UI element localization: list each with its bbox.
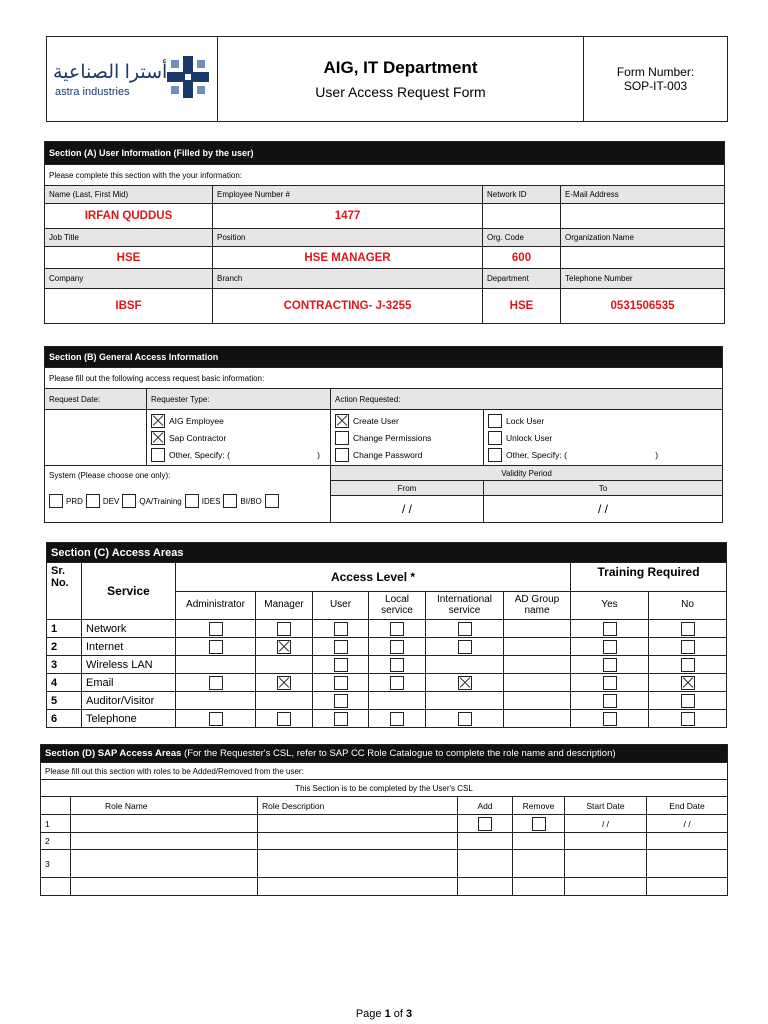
section-d-csl-note: This Section is to be completed by the User's CSL <box>41 780 728 797</box>
logo-cross-icon <box>165 54 211 100</box>
section-d-title-rest: (For the Requester's CSL, refer to SAP CC Role Catalogue to complete the role name and description) <box>181 748 616 759</box>
aig-employee-label: AIG Employee <box>169 415 224 426</box>
requester-type-options <box>147 410 331 466</box>
job-title-field[interactable]: HSE <box>45 247 213 269</box>
access-row-number: 1 <box>47 620 82 638</box>
training-yes-checkbox[interactable] <box>603 676 617 690</box>
access-cell-ad-group <box>504 674 571 692</box>
access-row-service: Internet <box>82 638 176 656</box>
access-cell-local-service <box>369 692 426 710</box>
action-options-2 <box>484 410 723 466</box>
section-b-title: Section (B) General Access Information <box>45 347 723 368</box>
access-row-number: 4 <box>47 674 82 692</box>
training-no-checkbox[interactable] <box>681 640 695 654</box>
training-no-checkbox[interactable] <box>681 676 695 690</box>
aig-employee-checkbox[interactable] <box>151 414 165 428</box>
access-cell-training-yes <box>571 710 649 728</box>
ides-checkbox[interactable] <box>185 494 199 508</box>
user-checkbox[interactable] <box>334 622 348 636</box>
user-checkbox[interactable] <box>334 658 348 672</box>
user-checkbox[interactable] <box>334 712 348 726</box>
to-date-field[interactable]: / / <box>484 496 723 523</box>
access-row-number: 5 <box>47 692 82 710</box>
system-cell <box>45 466 331 523</box>
sr-no-header: Sr. No. <box>47 563 82 620</box>
col-user: User <box>313 592 369 620</box>
org-code-label: Org. Code <box>483 229 561 247</box>
manager-checkbox[interactable] <box>277 640 291 654</box>
international-service-checkbox[interactable] <box>458 622 472 636</box>
training-yes-checkbox[interactable] <box>603 640 617 654</box>
user-checkbox[interactable] <box>334 676 348 690</box>
form-number-cell <box>584 37 728 122</box>
user-checkbox[interactable] <box>334 640 348 654</box>
access-cell-international-service <box>426 710 504 728</box>
local-service-checkbox[interactable] <box>390 640 404 654</box>
access-row <box>47 638 727 656</box>
administrator-checkbox[interactable] <box>209 622 223 636</box>
access-row <box>47 620 727 638</box>
section-b-instruction: Please fill out the following access request basic information: <box>45 368 723 389</box>
role-description-field[interactable] <box>258 878 458 896</box>
access-cell-administrator <box>176 692 256 710</box>
page-total: 3 <box>406 1008 413 1020</box>
section-a-title: Section (A) User Information (Filled by the user) <box>45 142 725 165</box>
access-cell-ad-group <box>504 692 571 710</box>
department-label: Department <box>483 269 561 289</box>
section-c <box>46 542 727 728</box>
network-id-label: Network ID <box>483 186 561 204</box>
access-cell-ad-group <box>504 656 571 674</box>
form-number: SOP-IT-003 <box>623 79 688 93</box>
administrator-checkbox[interactable] <box>209 676 223 690</box>
position-field[interactable]: HSE MANAGER <box>213 247 483 269</box>
col-manager: Manager <box>256 592 313 620</box>
unlock-user-checkbox[interactable] <box>488 431 502 445</box>
training-yes-checkbox[interactable] <box>603 694 617 708</box>
change-password-checkbox[interactable] <box>335 448 349 462</box>
bibo-label: BI/BO <box>240 496 262 506</box>
requester-other-label: Other, Specify: ( <box>169 449 230 460</box>
remove-header: Remove <box>513 797 565 815</box>
to-label: To <box>484 481 723 496</box>
requester-type-label: Requester Type: <box>147 389 331 410</box>
service-header: Service <box>82 563 176 620</box>
access-cell-training-yes <box>571 674 649 692</box>
org-name-label: Organization Name <box>561 229 725 247</box>
access-cell-local-service <box>369 620 426 638</box>
manager-checkbox[interactable] <box>277 712 291 726</box>
access-cell-international-service <box>426 620 504 638</box>
qa-training-label: QA/Training <box>139 496 182 506</box>
access-cell-administrator <box>176 674 256 692</box>
access-cell-training-no <box>649 656 727 674</box>
system-options <box>49 494 326 508</box>
org-code-field[interactable]: 600 <box>483 247 561 269</box>
page-subtitle: User Access Request Form <box>315 84 486 100</box>
unlock-user-label: Unlock User <box>506 432 553 443</box>
role-row-number <box>41 878 71 896</box>
org-name-field[interactable] <box>561 247 725 269</box>
action-options-1 <box>331 410 484 466</box>
section-d <box>40 744 728 896</box>
page-prefix: Page <box>355 1008 385 1020</box>
employee-number-field[interactable]: 1477 <box>213 204 483 229</box>
telephone-label: Telephone Number <box>561 269 725 289</box>
local-service-checkbox[interactable] <box>390 676 404 690</box>
access-row-service: Auditor/Visitor <box>82 692 176 710</box>
role-description-field[interactable] <box>258 815 458 833</box>
action-other-close: ) <box>655 449 659 460</box>
department-field[interactable]: HSE <box>483 289 561 324</box>
network-id-field[interactable] <box>483 204 561 229</box>
request-date-label: Request Date: <box>45 389 147 410</box>
training-yes-checkbox[interactable] <box>603 622 617 636</box>
change-permissions-checkbox[interactable] <box>335 431 349 445</box>
access-cell-local-service <box>369 656 426 674</box>
access-cell-training-no <box>649 674 727 692</box>
access-cell-training-yes <box>571 620 649 638</box>
access-cell-training-yes <box>571 656 649 674</box>
access-row <box>47 674 727 692</box>
access-cell-manager <box>256 674 313 692</box>
form-number-label: Form Number: <box>616 65 695 79</box>
user-checkbox[interactable] <box>334 694 348 708</box>
access-row-service: Network <box>82 620 176 638</box>
international-service-checkbox[interactable] <box>458 640 472 654</box>
access-row-service: Email <box>82 674 176 692</box>
position-label: Position <box>213 229 483 247</box>
access-cell-manager <box>256 692 313 710</box>
from-label: From <box>331 481 484 496</box>
branch-field[interactable]: CONTRACTING- J-3255 <box>213 289 483 324</box>
col-training-yes: Yes <box>571 592 649 620</box>
access-cell-local-service <box>369 638 426 656</box>
access-cell-user <box>313 620 369 638</box>
international-service-checkbox[interactable] <box>458 712 472 726</box>
access-row <box>47 710 727 728</box>
role-row <box>41 878 728 896</box>
administrator-checkbox[interactable] <box>209 712 223 726</box>
bibo-checkbox[interactable] <box>223 494 237 508</box>
create-user-label: Create User <box>353 415 399 426</box>
local-service-checkbox[interactable] <box>390 622 404 636</box>
action-requested-label: Action Requested: <box>331 389 723 410</box>
access-cell-user <box>313 638 369 656</box>
form-header <box>46 36 728 122</box>
page-of: of <box>390 1008 407 1020</box>
extra-system-checkbox[interactable] <box>265 494 279 508</box>
branch-label: Branch <box>213 269 483 289</box>
system-label: System (Please choose one only): <box>49 471 171 480</box>
job-title-label: Job Title <box>45 229 213 247</box>
international-service-checkbox[interactable] <box>458 676 472 690</box>
name-field[interactable]: IRFAN QUDDUS <box>45 204 213 229</box>
sap-contractor-checkbox[interactable] <box>151 431 165 445</box>
access-cell-ad-group <box>504 710 571 728</box>
ides-label: IDES <box>201 496 221 506</box>
training-required-header: Training Required <box>571 563 727 592</box>
training-no-checkbox[interactable] <box>681 694 695 708</box>
access-cell-training-no <box>649 638 727 656</box>
lock-user-checkbox[interactable] <box>488 414 502 428</box>
role-row-number: 2 <box>41 833 71 850</box>
role-description-field[interactable] <box>258 833 458 850</box>
change-permissions-label: Change Permissions <box>353 432 432 443</box>
section-c-title: Section (C) Access Areas <box>47 543 727 563</box>
change-password-label: Change Password <box>353 449 423 460</box>
role-row-number: 3 <box>41 850 71 878</box>
role-end-date-field[interactable]: / / <box>647 815 728 833</box>
section-b <box>44 346 723 523</box>
title-cell <box>218 37 584 122</box>
email-label: E-Mail Address <box>561 186 725 204</box>
manager-checkbox[interactable] <box>277 622 291 636</box>
access-cell-manager <box>256 638 313 656</box>
training-no-checkbox[interactable] <box>681 622 695 636</box>
access-row <box>47 692 727 710</box>
section-d-title <box>41 745 728 763</box>
start-date-header: Start Date <box>565 797 647 815</box>
telephone-field[interactable]: 0531506535 <box>561 289 725 324</box>
dev-label: DEV <box>102 496 120 506</box>
col-ad-group: AD Group name <box>504 592 571 620</box>
lock-user-label: Lock User <box>506 415 545 426</box>
requester-other-checkbox[interactable] <box>151 448 165 462</box>
logo-english: astra industries <box>55 86 130 98</box>
role-name-field[interactable] <box>71 815 258 833</box>
access-cell-administrator <box>176 620 256 638</box>
access-cell-international-service <box>426 692 504 710</box>
role-name-field[interactable] <box>71 878 258 896</box>
access-row-service: Wireless LAN <box>82 656 176 674</box>
training-no-checkbox[interactable] <box>681 712 695 726</box>
training-no-checkbox[interactable] <box>681 658 695 672</box>
logo-cell <box>47 37 218 122</box>
action-other-label: Other, Specify: ( <box>506 449 567 460</box>
role-remove-checkbox[interactable] <box>532 817 546 831</box>
access-cell-user <box>313 692 369 710</box>
access-cell-manager <box>256 656 313 674</box>
dev-checkbox[interactable] <box>86 494 100 508</box>
company-label: Company <box>45 269 213 289</box>
sap-contractor-label: Sap Contractor <box>169 432 227 443</box>
training-yes-checkbox[interactable] <box>603 712 617 726</box>
col-local-service: Local service <box>369 592 426 620</box>
email-field[interactable] <box>561 204 725 229</box>
access-cell-local-service <box>369 674 426 692</box>
access-cell-local-service <box>369 710 426 728</box>
local-service-checkbox[interactable] <box>390 658 404 672</box>
role-row <box>41 850 728 878</box>
col-international-service: International service <box>426 592 504 620</box>
role-description-header: Role Description <box>258 797 458 815</box>
access-cell-training-no <box>649 620 727 638</box>
access-cell-administrator <box>176 638 256 656</box>
create-user-checkbox[interactable] <box>335 414 349 428</box>
access-cell-manager <box>256 710 313 728</box>
role-start-date-field[interactable]: / / <box>565 815 647 833</box>
training-yes-checkbox[interactable] <box>603 658 617 672</box>
action-other-checkbox[interactable] <box>488 448 502 462</box>
access-cell-user <box>313 656 369 674</box>
access-cell-administrator <box>176 656 256 674</box>
role-row-number: 1 <box>41 815 71 833</box>
validity-period-label: Validity Period <box>331 466 723 481</box>
role-name-header: Role Name <box>71 797 258 815</box>
section-d-instruction: Please fill out this section with roles to be Added/Removed from the user: <box>41 763 728 780</box>
access-row-number: 3 <box>47 656 82 674</box>
role-name-field[interactable] <box>71 850 258 878</box>
access-cell-ad-group <box>504 638 571 656</box>
page-footer <box>0 1008 768 1020</box>
administrator-checkbox[interactable] <box>209 640 223 654</box>
access-row-number: 2 <box>47 638 82 656</box>
col-administrator: Administrator <box>176 592 256 620</box>
role-add-checkbox[interactable] <box>478 817 492 831</box>
page-current: 1 <box>384 1008 391 1020</box>
access-level-header: Access Level * <box>176 563 571 592</box>
role-row <box>41 833 728 850</box>
role-no-header <box>41 797 71 815</box>
employee-number-label: Employee Number # <box>213 186 483 204</box>
access-cell-training-no <box>649 710 727 728</box>
name-label: Name (Last, First Mid) <box>45 186 213 204</box>
logo-arabic: أسترا الصناعية <box>53 62 168 83</box>
access-cell-manager <box>256 620 313 638</box>
access-cell-user <box>313 674 369 692</box>
access-cell-international-service <box>426 638 504 656</box>
role-name-field[interactable] <box>71 833 258 850</box>
requester-other-close: ) <box>317 449 320 460</box>
page-title: AIG, IT Department <box>323 58 478 77</box>
company-field[interactable]: IBSF <box>45 289 213 324</box>
end-date-header: End Date <box>647 797 728 815</box>
section-a <box>44 141 725 324</box>
access-cell-international-service <box>426 656 504 674</box>
from-date-field[interactable]: / / <box>331 496 484 523</box>
request-date-field[interactable] <box>45 410 147 466</box>
access-row-service: Telephone <box>82 710 176 728</box>
access-cell-user <box>313 710 369 728</box>
access-cell-training-yes <box>571 638 649 656</box>
access-cell-administrator <box>176 710 256 728</box>
prd-checkbox[interactable] <box>49 494 63 508</box>
access-cell-training-no <box>649 692 727 710</box>
add-header: Add <box>458 797 513 815</box>
access-cell-international-service <box>426 674 504 692</box>
local-service-checkbox[interactable] <box>390 712 404 726</box>
col-training-no: No <box>649 592 727 620</box>
role-row <box>41 815 728 833</box>
section-d-title-bold: Section (D) SAP Access Areas <box>45 748 182 759</box>
prd-label: PRD <box>66 496 83 506</box>
role-description-field[interactable] <box>258 850 458 878</box>
access-row-number: 6 <box>47 710 82 728</box>
section-a-instruction: Please complete this section with the your information: <box>45 165 725 186</box>
access-cell-ad-group <box>504 620 571 638</box>
manager-checkbox[interactable] <box>277 676 291 690</box>
access-row <box>47 656 727 674</box>
qa-training-checkbox[interactable] <box>122 494 136 508</box>
access-cell-training-yes <box>571 692 649 710</box>
